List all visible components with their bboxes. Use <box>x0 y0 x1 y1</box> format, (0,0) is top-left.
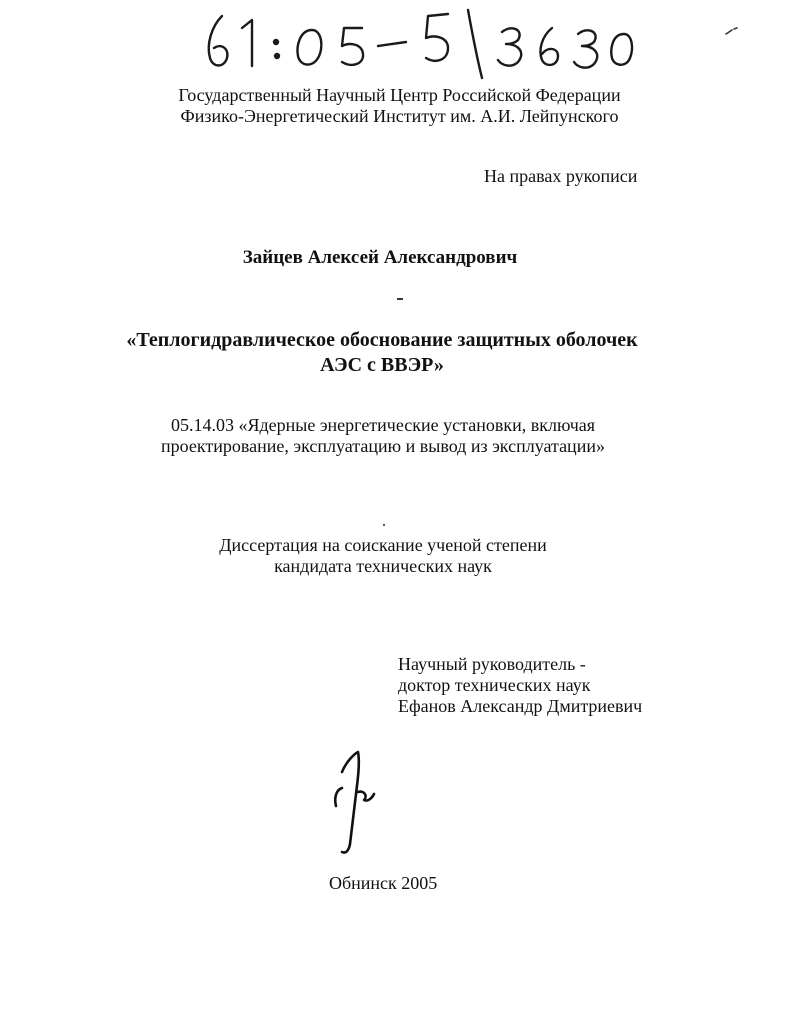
supervisor-degree: доктор технических наук <box>398 675 591 695</box>
institute-name: Физико-Энергетический Институт им. А.И. Лейпунского <box>180 106 619 126</box>
hand-digit-3 <box>498 28 521 65</box>
author-name: Зайцев Алексей Александрович <box>242 247 518 268</box>
stray-pen-mark <box>724 26 740 36</box>
specialty-block <box>0 415 766 457</box>
supervisor-role: Научный руководитель - <box>398 654 586 674</box>
handwritten-signature <box>328 748 388 858</box>
specialty-line-1: 05.14.03 «Ядерные энергетические установки, включая <box>170 415 596 435</box>
hand-digit-0 <box>298 30 322 65</box>
hand-digit-5 <box>342 28 363 65</box>
title-line-2: АЭС с ВВЭР» <box>320 354 444 376</box>
degree-line-2: кандидата технических наук <box>274 556 492 576</box>
title-line-1: «Теплогидравлическое обоснование защитных оболочек <box>126 329 638 351</box>
institution-name: Государственный Научный Центр Российской Федерации <box>178 85 621 105</box>
rights-note: На правах рукописи <box>484 166 638 186</box>
city-year: Обнинск 2005 <box>329 873 438 893</box>
hand-digit-1 <box>242 20 252 66</box>
handwritten-archive-code <box>200 6 650 86</box>
hand-slash <box>468 10 482 78</box>
hand-digit-6 <box>209 16 228 66</box>
stray-dot-mark <box>383 524 385 526</box>
hand-colon-bottom <box>275 54 279 58</box>
hand-digit-6b <box>540 28 558 65</box>
dissertation-title <box>0 328 764 378</box>
hand-digit-0b <box>611 34 632 65</box>
hand-digit-3b <box>574 30 597 67</box>
hand-digit-5b <box>426 14 448 61</box>
degree-block <box>0 535 766 577</box>
hand-colon-top <box>274 40 278 44</box>
supervisor-block <box>398 654 642 717</box>
specialty-line-2: проектирование, эксплуатацию и вывод из эксплуатации» <box>161 436 605 456</box>
institution-block <box>0 85 799 127</box>
stray-dash-mark <box>397 298 403 300</box>
hand-dash <box>378 42 406 46</box>
supervisor-name: Ефанов Александр Дмитриевич <box>398 696 643 716</box>
degree-line-1: Диссертация на соискание ученой степени <box>219 535 547 555</box>
